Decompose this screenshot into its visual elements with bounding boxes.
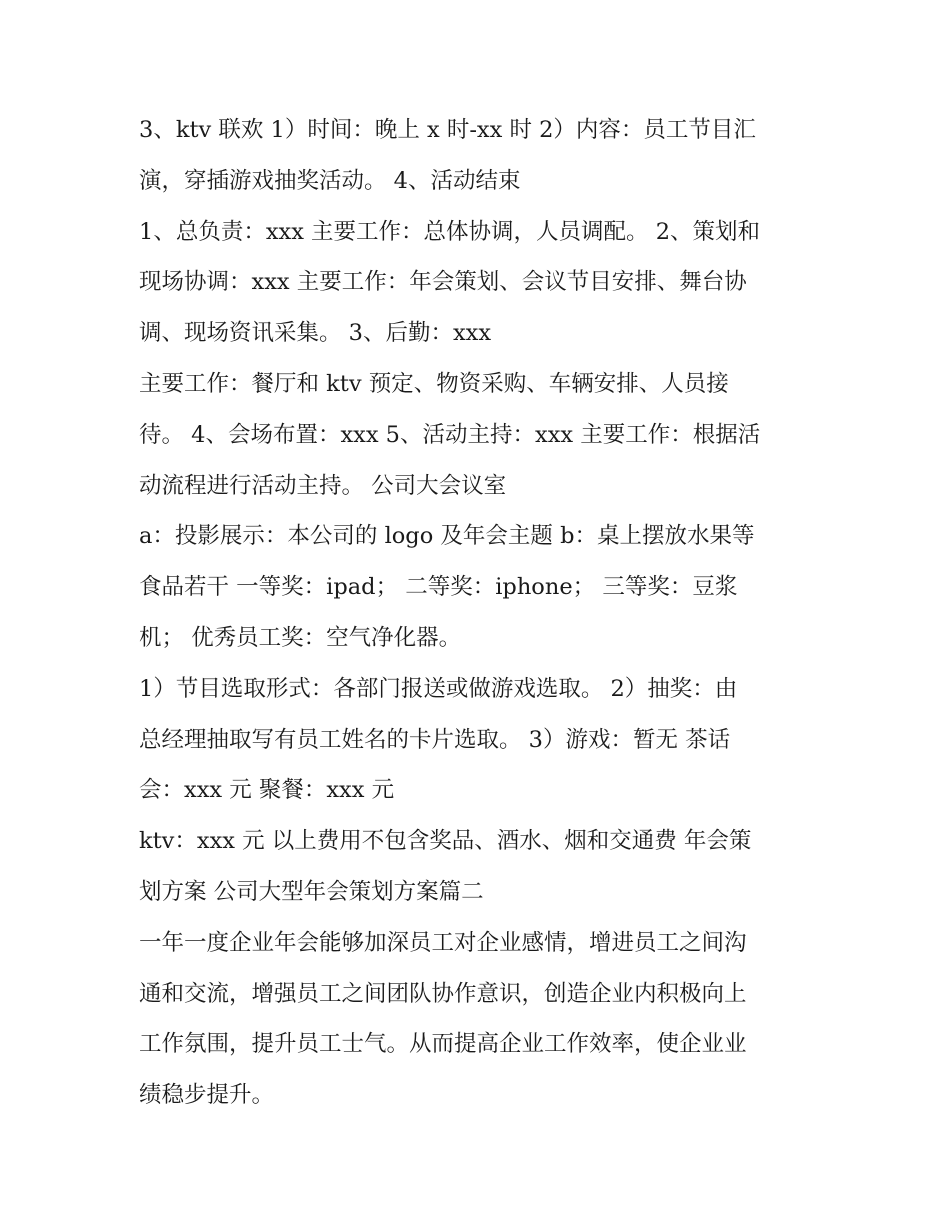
text-line: 主要工作：餐厅和 ktv 预定、物资采购、车辆安排、人员接	[139, 370, 729, 397]
text-line: 一年一度企业年会能够加深员工对企业感情，增进员工之间沟	[139, 929, 747, 956]
text-line: ktv：xxx 元 以上费用不包含奖品、酒水、烟和交通费 年会策	[139, 828, 752, 855]
text-line: 划方案 公司大型年会策划方案篇二	[139, 878, 484, 905]
text-line: 3、ktv 联欢 1）时间：晚上 x 时-xx 时 2）内容：员工节目汇	[139, 117, 756, 143]
text-line: 1）节目选取形式：各部门报送或做游戏选取。 2）抽奖：由	[139, 675, 738, 702]
text-line: 通和交流，增强员工之间团队协作意识，创造企业内积极向上	[139, 980, 747, 1007]
text-line: 机； 优秀员工奖：空气净化器。	[139, 624, 462, 651]
text-line: 现场协调：xxx 主要工作：年会策划、会议节目安排、舞台协	[139, 269, 747, 296]
text-line: 绩稳步提升。	[139, 1082, 275, 1109]
text-line: 1、总负责：xxx 主要工作：总体协调，人员调配。 2、策划和	[139, 218, 761, 245]
text-line: 食品若干 一等奖：ipad； 二等奖：iphone； 三等奖：豆浆	[139, 574, 738, 601]
document-body	[139, 105, 819, 1121]
text-line: 会：xxx 元 聚餐：xxx 元	[139, 777, 395, 804]
text-line: 工作氛围，提升员工士气。从而提高企业工作效率，使企业业	[139, 1031, 747, 1058]
text-line: 调、现场资讯采集。 3、后勤：xxx	[139, 320, 492, 347]
text-line: 动流程进行活动主持。 公司大会议室	[139, 472, 507, 499]
text-line: a：投影展示：本公司的 logo 及年会主题 b：桌上摆放水果等	[139, 523, 755, 550]
text-line: 总经理抽取写有员工姓名的卡片选取。 3）游戏：暂无 茶话	[139, 726, 731, 753]
text-line: 演，穿插游戏抽奖活动。 4、活动结束	[139, 167, 521, 194]
text-line: 待。 4、会场布置：xxx 5、活动主持：xxx 主要工作：根据活	[139, 421, 761, 448]
